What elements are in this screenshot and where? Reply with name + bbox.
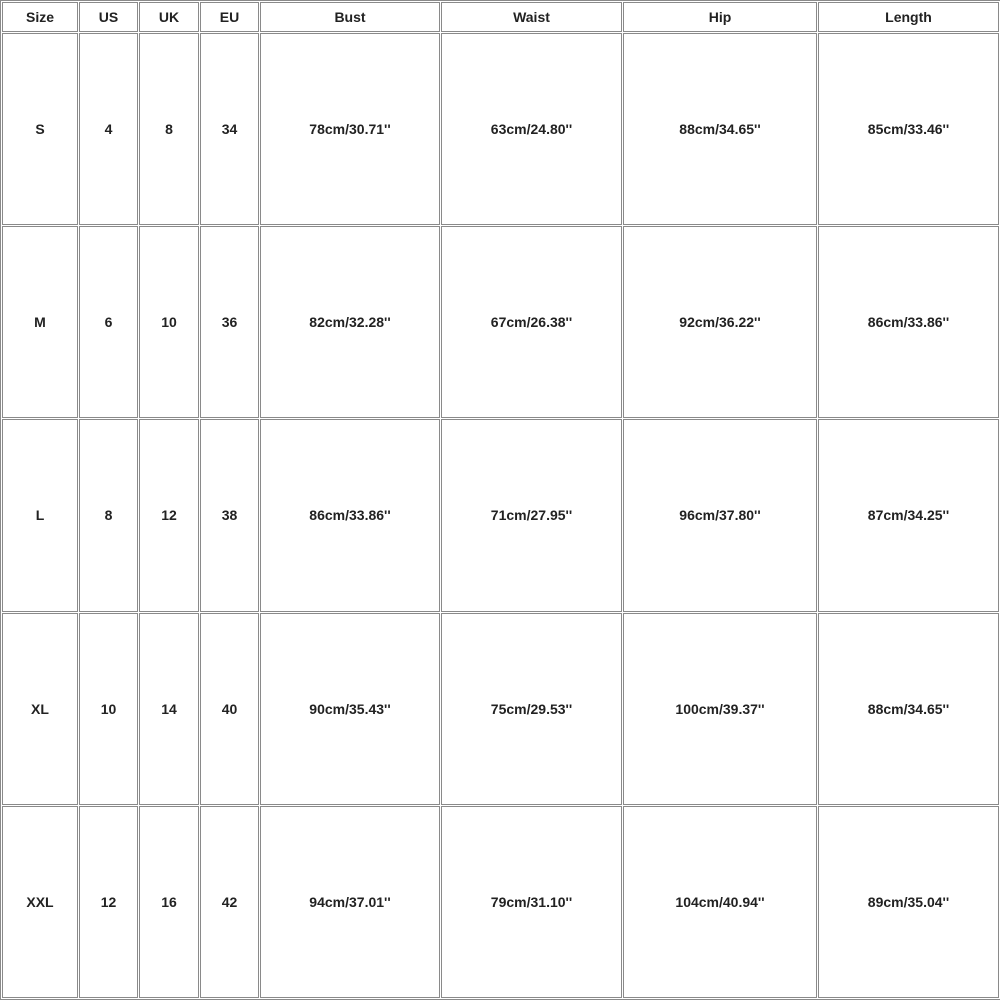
cell-bust: 94cm/37.01'' bbox=[260, 806, 440, 998]
cell-waist: 75cm/29.53'' bbox=[441, 613, 622, 805]
header-waist: Waist bbox=[441, 2, 622, 32]
cell-hip: 96cm/37.80'' bbox=[623, 419, 817, 611]
cell-bust: 90cm/35.43'' bbox=[260, 613, 440, 805]
cell-size: S bbox=[2, 33, 78, 225]
cell-us: 10 bbox=[79, 613, 138, 805]
cell-length: 87cm/34.25'' bbox=[818, 419, 999, 611]
cell-length: 85cm/33.46'' bbox=[818, 33, 999, 225]
cell-eu: 42 bbox=[200, 806, 259, 998]
cell-hip: 92cm/36.22'' bbox=[623, 226, 817, 418]
cell-bust: 86cm/33.86'' bbox=[260, 419, 440, 611]
table-row bbox=[2, 613, 999, 805]
cell-bust: 82cm/32.28'' bbox=[260, 226, 440, 418]
cell-us: 8 bbox=[79, 419, 138, 611]
header-us: US bbox=[79, 2, 138, 32]
cell-uk: 12 bbox=[139, 419, 199, 611]
header-uk: UK bbox=[139, 2, 199, 32]
cell-bust: 78cm/30.71'' bbox=[260, 33, 440, 225]
cell-size: XL bbox=[2, 613, 78, 805]
cell-eu: 38 bbox=[200, 419, 259, 611]
cell-hip: 104cm/40.94'' bbox=[623, 806, 817, 998]
cell-waist: 79cm/31.10'' bbox=[441, 806, 622, 998]
cell-length: 86cm/33.86'' bbox=[818, 226, 999, 418]
header-size: Size bbox=[2, 2, 78, 32]
table-row bbox=[2, 806, 999, 998]
cell-eu: 34 bbox=[200, 33, 259, 225]
cell-eu: 36 bbox=[200, 226, 259, 418]
header-length: Length bbox=[818, 2, 999, 32]
table-row bbox=[2, 419, 999, 611]
cell-hip: 100cm/39.37'' bbox=[623, 613, 817, 805]
header-row bbox=[2, 2, 999, 32]
cell-uk: 16 bbox=[139, 806, 199, 998]
cell-size: M bbox=[2, 226, 78, 418]
cell-length: 88cm/34.65'' bbox=[818, 613, 999, 805]
cell-us: 6 bbox=[79, 226, 138, 418]
cell-waist: 63cm/24.80'' bbox=[441, 33, 622, 225]
header-bust: Bust bbox=[260, 2, 440, 32]
cell-length: 89cm/35.04'' bbox=[818, 806, 999, 998]
cell-uk: 8 bbox=[139, 33, 199, 225]
table-row bbox=[2, 33, 999, 225]
cell-hip: 88cm/34.65'' bbox=[623, 33, 817, 225]
cell-us: 4 bbox=[79, 33, 138, 225]
cell-size: L bbox=[2, 419, 78, 611]
header-hip: Hip bbox=[623, 2, 817, 32]
cell-eu: 40 bbox=[200, 613, 259, 805]
cell-waist: 67cm/26.38'' bbox=[441, 226, 622, 418]
cell-uk: 10 bbox=[139, 226, 199, 418]
cell-size: XXL bbox=[2, 806, 78, 998]
table-row bbox=[2, 226, 999, 418]
cell-us: 12 bbox=[79, 806, 138, 998]
header-eu: EU bbox=[200, 2, 259, 32]
cell-waist: 71cm/27.95'' bbox=[441, 419, 622, 611]
cell-uk: 14 bbox=[139, 613, 199, 805]
